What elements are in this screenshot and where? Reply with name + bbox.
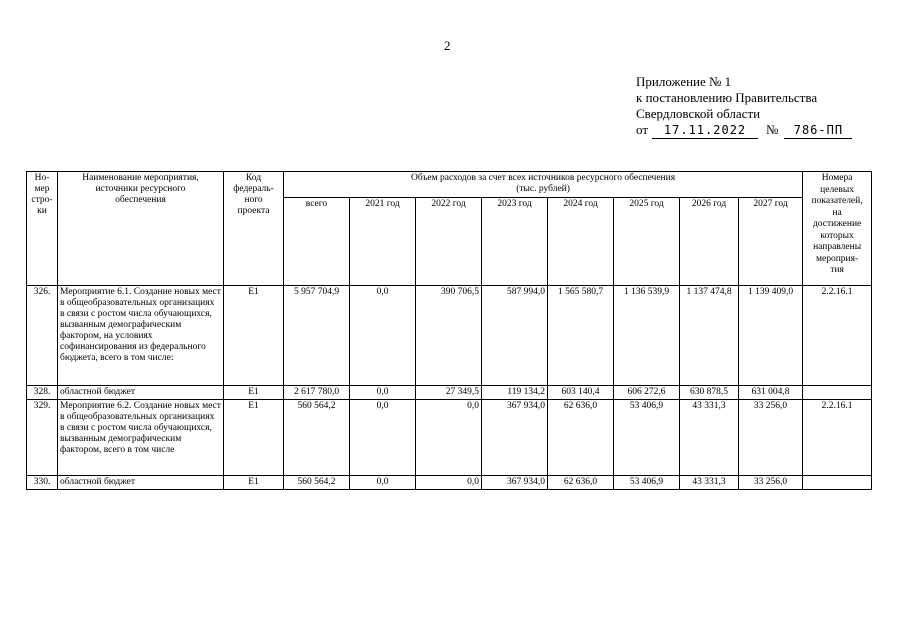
row-total: 560 564,2 (284, 476, 350, 490)
row-2026: 630 878,5 (680, 386, 739, 400)
row-2026: 1 137 474,8 (680, 286, 739, 386)
appendix-block (636, 74, 852, 139)
header-code: Код федераль- ного проекта (224, 172, 284, 286)
table-row (27, 286, 872, 386)
decree-number: 786-ПП (784, 122, 852, 139)
row-number: 328. (27, 386, 58, 400)
row-indicators (803, 386, 872, 400)
row-2026: 43 331,3 (680, 476, 739, 490)
row-2022: 0,0 (416, 400, 482, 476)
row-2024: 1 565 580,7 (548, 286, 614, 386)
header-2025: 2025 год (614, 198, 680, 286)
row-name: Мероприятие 6.2. Создание новых мест в общеобразовательных организациях в связи с ростом числа обучающихся, вызванным демографическим фактором, всего в том числе (58, 400, 224, 476)
appendix-decree-line: к постановлению Правительства (636, 90, 818, 105)
row-2026: 43 331,3 (680, 400, 739, 476)
table-row (27, 386, 872, 400)
expenditure-table (26, 171, 872, 490)
number-sign: № (766, 122, 779, 137)
row-2022: 0,0 (416, 476, 482, 490)
row-2023: 367 934,0 (482, 476, 548, 490)
row-total: 2 617 780,0 (284, 386, 350, 400)
row-2025: 53 406,9 (614, 476, 680, 490)
row-2023: 367 934,0 (482, 400, 548, 476)
row-2027: 33 256,0 (739, 400, 803, 476)
row-total: 5 957 704,9 (284, 286, 350, 386)
row-indicators (803, 476, 872, 490)
header-2027: 2027 год (739, 198, 803, 286)
row-2021: 0,0 (350, 286, 416, 386)
header-2023: 2023 год (482, 198, 548, 286)
row-code: Е1 (224, 476, 284, 490)
row-number: 326. (27, 286, 58, 386)
row-2022: 27 349,5 (416, 386, 482, 400)
row-2022: 390 706,5 (416, 286, 482, 386)
row-2025: 53 406,9 (614, 400, 680, 476)
row-2021: 0,0 (350, 476, 416, 490)
appendix-title: Приложение № 1 (636, 74, 732, 89)
row-code: Е1 (224, 286, 284, 386)
row-2024: 62 636,0 (548, 476, 614, 490)
row-code: Е1 (224, 400, 284, 476)
decree-date: 17.11.2022 (652, 122, 758, 139)
row-2025: 606 272,6 (614, 386, 680, 400)
row-2023: 119 134,2 (482, 386, 548, 400)
row-indicators: 2.2.16.1 (803, 286, 872, 386)
row-total: 560 564,2 (284, 400, 350, 476)
row-2027: 1 139 409,0 (739, 286, 803, 386)
row-name: областной бюджет (58, 476, 224, 490)
row-name: Мероприятие 6.1. Создание новых мест в общеобразовательных организациях в связи с ростом числа обучающихся, вызванным демографическим фактором, на условиях софинансирования из федерального бюджета, всего в том числе: (58, 286, 224, 386)
header-volume-group: Объем расходов за счет всех источников ресурсного обеспечения (тыс. рублей) (284, 172, 803, 198)
row-2023: 587 994,0 (482, 286, 548, 386)
row-2025: 1 136 539,9 (614, 286, 680, 386)
header-name: Наименование мероприятия, источники ресурсного обеспечения (58, 172, 224, 286)
appendix-region-line: Свердловской области (636, 106, 761, 121)
row-number: 329. (27, 400, 58, 476)
header-2024: 2024 год (548, 198, 614, 286)
header-2021: 2021 год (350, 198, 416, 286)
table-row (27, 476, 872, 490)
row-2021: 0,0 (350, 400, 416, 476)
page-number: 2 (444, 38, 451, 53)
row-2021: 0,0 (350, 386, 416, 400)
row-name: областной бюджет (58, 386, 224, 400)
header-row-no: Но- мер стро- ки (27, 172, 58, 286)
row-number: 330. (27, 476, 58, 490)
row-2027: 631 004,8 (739, 386, 803, 400)
header-row-1 (27, 172, 872, 198)
header-total: всего (284, 198, 350, 286)
row-2024: 603 140,4 (548, 386, 614, 400)
row-indicators: 2.2.16.1 (803, 400, 872, 476)
row-code: Е1 (224, 386, 284, 400)
date-prefix: от (636, 122, 649, 137)
header-2022: 2022 год (416, 198, 482, 286)
appendix-date-line (636, 122, 852, 139)
header-indicators: Номера целевых показателей, на достижение которых направлены мероприя- тия (803, 172, 872, 286)
row-2024: 62 636,0 (548, 400, 614, 476)
row-2027: 33 256,0 (739, 476, 803, 490)
table-row (27, 400, 872, 476)
header-2026: 2026 год (680, 198, 739, 286)
